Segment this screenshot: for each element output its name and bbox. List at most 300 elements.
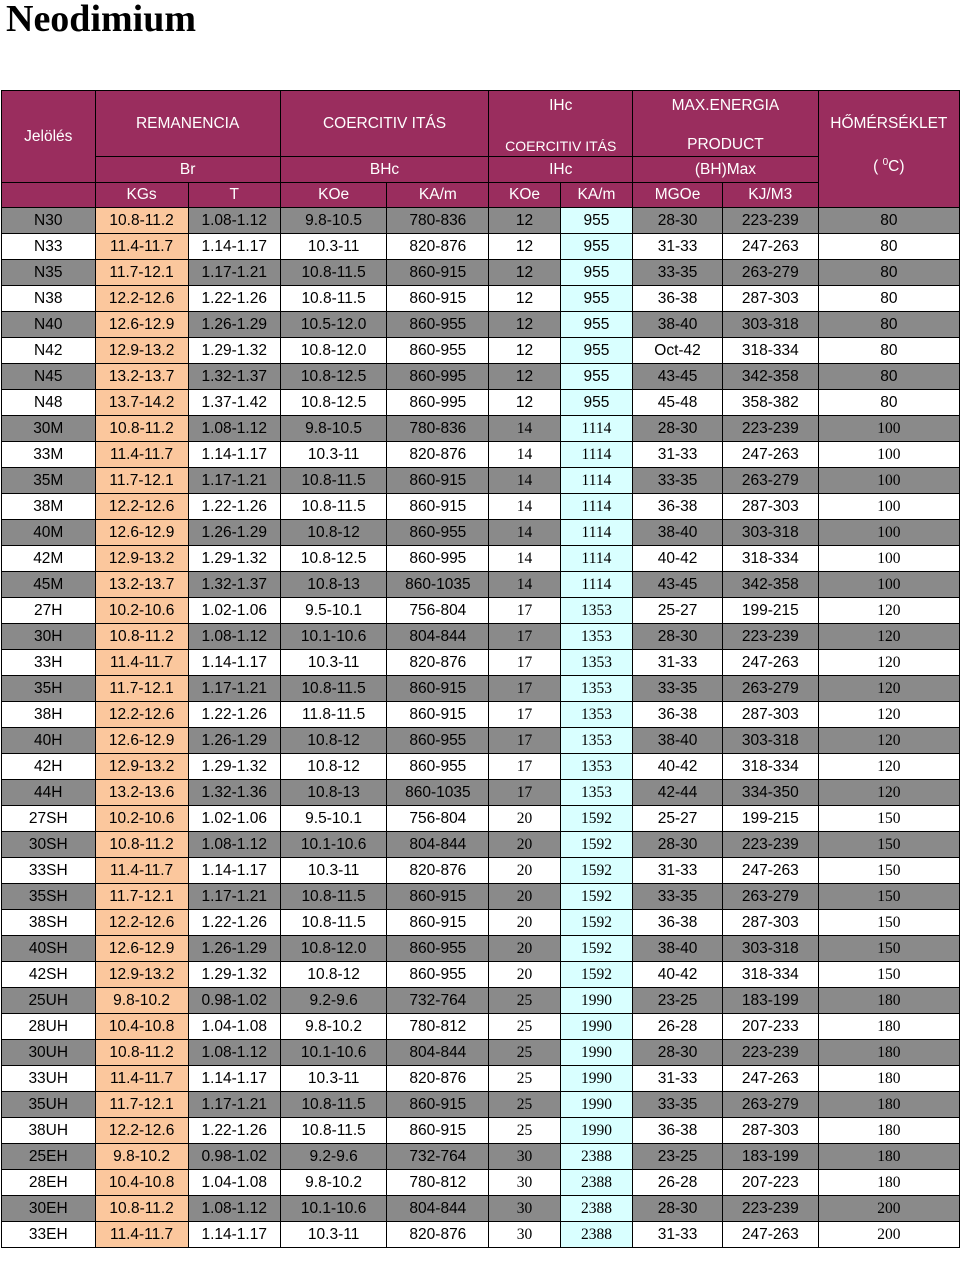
cell-br-t: 1.17-1.21 [188,884,280,910]
cell-temperature: 180 [818,1014,959,1040]
cell-bhmax-mgoe: 28-30 [633,416,723,442]
cell-br-t: 1.08-1.12 [188,1040,280,1066]
table-row [2,650,960,676]
cell-grade: 38UH [2,1118,96,1144]
cell-grade: N35 [2,260,96,286]
cell-bhc-koe: 10.3-11 [280,858,387,884]
cell-grade: N33 [2,234,96,260]
table-row [2,208,960,234]
cell-ihc-koe: 25 [489,1066,560,1092]
cell-ihc-koe: 12 [489,390,560,416]
cell-temperature: 180 [818,988,959,1014]
cell-temperature: 150 [818,910,959,936]
cell-bhc-koe: 10.8-12.5 [280,546,387,572]
cell-ihc-kam: 1114 [560,520,633,546]
cell-bhc-koe: 10.8-12 [280,728,387,754]
cell-ihc-kam: 2388 [560,1196,633,1222]
header-remanencia: REMANENCIA [95,91,280,157]
table-row [2,780,960,806]
header-unit-kjm3: KJ/M3 [722,183,818,208]
cell-ihc-kam: 1592 [560,806,633,832]
cell-grade: 40SH [2,936,96,962]
cell-bhc-koe: 10.1-10.6 [280,624,387,650]
cell-bhc-koe: 10.8-13 [280,780,387,806]
table-row [2,234,960,260]
cell-bhc-koe: 10.8-11.5 [280,286,387,312]
cell-br-kgs: 12.9-13.2 [95,546,188,572]
table-row [2,936,960,962]
cell-ihc-koe: 20 [489,858,560,884]
cell-br-t: 1.02-1.06 [188,598,280,624]
cell-ihc-koe: 30 [489,1222,560,1248]
cell-br-t: 1.17-1.21 [188,1092,280,1118]
cell-br-kgs: 10.8-11.2 [95,832,188,858]
cell-temperature: 100 [818,520,959,546]
cell-br-kgs: 10.4-10.8 [95,1014,188,1040]
cell-ihc-kam: 1592 [560,910,633,936]
cell-bhmax-mgoe: 28-30 [633,624,723,650]
header-ihc: IHc [489,157,633,183]
cell-temperature: 120 [818,650,959,676]
cell-ihc-kam: 955 [560,286,633,312]
table-row [2,1144,960,1170]
header-unit-kgs: KGs [95,183,188,208]
cell-br-kgs: 10.8-11.2 [95,1040,188,1066]
cell-br-kgs: 13.2-13.7 [95,572,188,598]
cell-bhmax-mgoe: 38-40 [633,520,723,546]
cell-temperature: 80 [818,286,959,312]
cell-br-t: 1.32-1.36 [188,780,280,806]
header-unit-koe-ihc: KOe [489,183,560,208]
cell-bhmax-kjm3: 303-318 [722,312,818,338]
cell-bhmax-mgoe: 31-33 [633,234,723,260]
cell-bhc-kam: 820-876 [387,650,489,676]
cell-bhc-koe: 10.3-11 [280,1222,387,1248]
cell-bhc-kam: 804-844 [387,1196,489,1222]
cell-ihc-kam: 1353 [560,780,633,806]
cell-bhc-kam: 820-876 [387,1066,489,1092]
cell-ihc-kam: 1353 [560,650,633,676]
cell-bhmax-kjm3: 263-279 [722,1092,818,1118]
cell-ihc-kam: 1114 [560,572,633,598]
cell-bhc-kam: 756-804 [387,598,489,624]
table-row [2,312,960,338]
cell-ihc-kam: 1114 [560,494,633,520]
cell-grade: 30EH [2,1196,96,1222]
cell-bhc-kam: 780-836 [387,208,489,234]
header-bhmax: (BH)Max [633,157,818,183]
cell-bhc-koe: 10.1-10.6 [280,1040,387,1066]
cell-grade: N48 [2,390,96,416]
cell-br-kgs: 10.8-11.2 [95,624,188,650]
cell-temperature: 180 [818,1170,959,1196]
cell-ihc-koe: 20 [489,884,560,910]
cell-temperature: 200 [818,1222,959,1248]
cell-bhc-koe: 10.8-12.5 [280,364,387,390]
cell-bhmax-kjm3: 342-358 [722,364,818,390]
cell-br-t: 1.32-1.37 [188,364,280,390]
cell-bhc-kam: 804-844 [387,832,489,858]
cell-bhc-kam: 732-764 [387,1144,489,1170]
cell-bhmax-kjm3: 199-215 [722,598,818,624]
cell-ihc-koe: 12 [489,364,560,390]
cell-bhmax-mgoe: 36-38 [633,286,723,312]
cell-br-kgs: 9.8-10.2 [95,988,188,1014]
cell-ihc-kam: 1990 [560,1092,633,1118]
table-body [2,208,960,1248]
cell-br-t: 1.14-1.17 [188,1222,280,1248]
cell-br-kgs: 9.8-10.2 [95,1144,188,1170]
cell-ihc-koe: 14 [489,546,560,572]
cell-temperature: 150 [818,858,959,884]
cell-bhmax-mgoe: 31-33 [633,650,723,676]
cell-bhmax-mgoe: 36-38 [633,1118,723,1144]
cell-bhmax-kjm3: 223-239 [722,832,818,858]
cell-bhmax-kjm3: 247-263 [722,1222,818,1248]
table-row [2,728,960,754]
cell-bhc-kam: 860-915 [387,260,489,286]
table-row [2,468,960,494]
cell-bhmax-kjm3: 342-358 [722,572,818,598]
cell-bhc-kam: 860-955 [387,728,489,754]
table-row [2,624,960,650]
cell-bhmax-mgoe: 28-30 [633,1040,723,1066]
cell-br-t: 1.26-1.29 [188,312,280,338]
cell-bhc-koe: 10.8-11.5 [280,1092,387,1118]
cell-bhc-kam: 820-876 [387,442,489,468]
cell-br-t: 1.29-1.32 [188,546,280,572]
cell-bhmax-mgoe: 33-35 [633,676,723,702]
table-row [2,1066,960,1092]
cell-ihc-koe: 20 [489,832,560,858]
cell-ihc-koe: 17 [489,780,560,806]
header-bhc: BHc [280,157,489,183]
cell-grade: 33SH [2,858,96,884]
table-row [2,702,960,728]
table-row [2,1014,960,1040]
cell-bhc-kam: 860-915 [387,702,489,728]
cell-bhmax-mgoe: 33-35 [633,468,723,494]
cell-ihc-kam: 1353 [560,598,633,624]
cell-br-t: 1.14-1.17 [188,234,280,260]
cell-grade: 35SH [2,884,96,910]
cell-bhmax-mgoe: 40-42 [633,546,723,572]
cell-ihc-koe: 20 [489,806,560,832]
cell-ihc-koe: 14 [489,572,560,598]
cell-ihc-koe: 20 [489,910,560,936]
cell-bhmax-kjm3: 207-223 [722,1170,818,1196]
cell-bhc-kam: 860-955 [387,312,489,338]
cell-bhmax-mgoe: 38-40 [633,936,723,962]
cell-ihc-koe: 12 [489,260,560,286]
cell-bhc-koe: 10.3-11 [280,234,387,260]
table-row [2,1118,960,1144]
cell-bhmax-kjm3: 223-239 [722,416,818,442]
cell-br-kgs: 12.6-12.9 [95,312,188,338]
cell-temperature: 180 [818,1066,959,1092]
cell-bhmax-mgoe: 23-25 [633,1144,723,1170]
cell-br-t: 1.17-1.21 [188,468,280,494]
neodymium-grade-table [1,90,960,1248]
cell-ihc-kam: 1114 [560,416,633,442]
cell-br-kgs: 10.8-11.2 [95,416,188,442]
cell-bhc-kam: 860-995 [387,546,489,572]
cell-bhc-koe: 9.8-10.5 [280,208,387,234]
cell-bhmax-kjm3: 303-318 [722,728,818,754]
cell-bhc-kam: 860-915 [387,910,489,936]
cell-br-t: 1.08-1.12 [188,624,280,650]
cell-ihc-koe: 25 [489,1014,560,1040]
cell-br-t: 1.08-1.12 [188,208,280,234]
cell-grade: 38H [2,702,96,728]
cell-bhmax-mgoe: 26-28 [633,1170,723,1196]
table-row [2,754,960,780]
cell-temperature: 80 [818,364,959,390]
cell-temperature: 120 [818,702,959,728]
cell-bhc-kam: 804-844 [387,1040,489,1066]
cell-ihc-koe: 14 [489,468,560,494]
cell-ihc-koe: 14 [489,416,560,442]
cell-bhmax-kjm3: 207-233 [722,1014,818,1040]
cell-grade: 33M [2,442,96,468]
cell-bhc-koe: 10.8-12 [280,754,387,780]
cell-bhc-kam: 860-955 [387,520,489,546]
cell-bhmax-kjm3: 247-263 [722,234,818,260]
cell-bhc-koe: 10.1-10.6 [280,1196,387,1222]
cell-bhc-kam: 860-995 [387,364,489,390]
table-row [2,260,960,286]
cell-br-kgs: 12.9-13.2 [95,338,188,364]
cell-ihc-kam: 1592 [560,936,633,962]
cell-bhmax-kjm3: 318-334 [722,338,818,364]
cell-bhc-kam: 860-915 [387,1118,489,1144]
cell-bhmax-mgoe: 38-40 [633,312,723,338]
cell-bhc-koe: 9.8-10.5 [280,416,387,442]
cell-temperature: 120 [818,780,959,806]
cell-br-kgs: 12.2-12.6 [95,286,188,312]
cell-temperature: 180 [818,1092,959,1118]
cell-grade: 33EH [2,1222,96,1248]
cell-ihc-koe: 20 [489,936,560,962]
cell-ihc-koe: 17 [489,754,560,780]
cell-bhc-koe: 10.8-11.5 [280,468,387,494]
cell-bhmax-mgoe: 38-40 [633,728,723,754]
cell-br-t: 0.98-1.02 [188,988,280,1014]
cell-br-kgs: 13.7-14.2 [95,390,188,416]
cell-temperature: 100 [818,416,959,442]
cell-ihc-koe: 12 [489,234,560,260]
cell-ihc-kam: 955 [560,260,633,286]
cell-bhc-koe: 10.8-12 [280,962,387,988]
cell-grade: 45M [2,572,96,598]
table-row [2,390,960,416]
cell-ihc-koe: 17 [489,676,560,702]
cell-ihc-kam: 1990 [560,1118,633,1144]
cell-bhmax-mgoe: 23-25 [633,988,723,1014]
cell-grade: 40M [2,520,96,546]
cell-br-t: 1.08-1.12 [188,1196,280,1222]
cell-ihc-koe: 17 [489,624,560,650]
cell-bhmax-kjm3: 223-239 [722,1040,818,1066]
cell-bhmax-kjm3: 247-263 [722,858,818,884]
cell-bhc-koe: 9.5-10.1 [280,598,387,624]
cell-bhmax-kjm3: 263-279 [722,260,818,286]
cell-grade: 40H [2,728,96,754]
cell-bhc-koe: 11.8-11.5 [280,702,387,728]
cell-bhc-kam: 756-804 [387,806,489,832]
cell-grade: N38 [2,286,96,312]
cell-temperature: 80 [818,208,959,234]
header-jeloles-blank [2,183,96,208]
header-product: PRODUCT [633,117,818,157]
table-row [2,338,960,364]
cell-ihc-kam: 955 [560,364,633,390]
cell-grade: 33H [2,650,96,676]
cell-br-t: 1.14-1.17 [188,1066,280,1092]
cell-bhc-koe: 10.8-11.5 [280,494,387,520]
cell-br-t: 1.17-1.21 [188,260,280,286]
header-br: Br [95,157,280,183]
table-row [2,676,960,702]
cell-grade: 28EH [2,1170,96,1196]
header-unit-t: T [188,183,280,208]
cell-bhmax-kjm3: 287-303 [722,286,818,312]
cell-br-t: 1.14-1.17 [188,650,280,676]
cell-br-t: 1.08-1.12 [188,416,280,442]
cell-temperature: 80 [818,234,959,260]
cell-bhmax-mgoe: 25-27 [633,806,723,832]
cell-bhmax-kjm3: 318-334 [722,962,818,988]
cell-bhc-koe: 10.8-11.5 [280,1118,387,1144]
cell-bhc-koe: 10.8-11.5 [280,676,387,702]
page-title: Neodimium [6,0,196,40]
table-row [2,572,960,598]
cell-br-kgs: 10.2-10.6 [95,598,188,624]
cell-grade: 35H [2,676,96,702]
cell-bhmax-kjm3: 358-382 [722,390,818,416]
cell-bhc-kam: 860-915 [387,286,489,312]
cell-ihc-kam: 1990 [560,988,633,1014]
cell-bhc-koe: 10.8-11.5 [280,910,387,936]
cell-bhc-koe: 10.8-12.0 [280,338,387,364]
cell-temperature: 120 [818,728,959,754]
table-row [2,1092,960,1118]
table-row [2,286,960,312]
cell-temperature: 100 [818,468,959,494]
cell-grade: 35UH [2,1092,96,1118]
table-row [2,494,960,520]
cell-grade: N40 [2,312,96,338]
cell-ihc-kam: 1990 [560,1040,633,1066]
cell-temperature: 100 [818,442,959,468]
header-homerseklet-unit: ( $^0$C) [818,157,959,208]
cell-grade: N30 [2,208,96,234]
cell-bhc-koe: 9.5-10.1 [280,806,387,832]
cell-bhmax-mgoe: 31-33 [633,1222,723,1248]
cell-br-t: 1.22-1.26 [188,1118,280,1144]
cell-grade: 25EH [2,1144,96,1170]
cell-bhc-kam: 860-915 [387,468,489,494]
cell-bhmax-mgoe: 43-45 [633,572,723,598]
cell-temperature: 100 [818,546,959,572]
cell-grade: 28UH [2,1014,96,1040]
cell-temperature: 150 [818,936,959,962]
cell-grade: 27H [2,598,96,624]
cell-br-kgs: 10.2-10.6 [95,806,188,832]
cell-br-kgs: 12.2-12.6 [95,910,188,936]
cell-grade: 30H [2,624,96,650]
cell-bhmax-mgoe: 28-30 [633,1196,723,1222]
header-coercitivitas: COERCITIV ITÁS [280,91,489,157]
cell-bhmax-mgoe: 40-42 [633,962,723,988]
cell-temperature: 150 [818,806,959,832]
cell-bhmax-mgoe: 26-28 [633,1014,723,1040]
cell-ihc-koe: 14 [489,520,560,546]
header-unit-kam: KA/m [387,183,489,208]
table-row [2,1196,960,1222]
header-unit-koe: KOe [280,183,387,208]
cell-ihc-kam: 1990 [560,1066,633,1092]
header-coercitivitas-ihc: COERCITIV ITÁS [489,117,633,157]
cell-br-kgs: 11.4-11.7 [95,234,188,260]
cell-bhmax-mgoe: 33-35 [633,1092,723,1118]
cell-br-kgs: 11.7-12.1 [95,676,188,702]
cell-bhc-kam: 780-812 [387,1170,489,1196]
cell-bhc-kam: 732-764 [387,988,489,1014]
table-row [2,832,960,858]
cell-ihc-kam: 1114 [560,468,633,494]
cell-bhc-koe: 9.2-9.6 [280,1144,387,1170]
cell-bhmax-kjm3: 223-239 [722,624,818,650]
cell-bhmax-kjm3: 287-303 [722,702,818,728]
cell-br-kgs: 12.2-12.6 [95,494,188,520]
cell-bhmax-mgoe: 40-42 [633,754,723,780]
cell-br-kgs: 12.6-12.9 [95,520,188,546]
cell-ihc-koe: 30 [489,1144,560,1170]
cell-ihc-kam: 1114 [560,546,633,572]
cell-bhmax-kjm3: 303-318 [722,520,818,546]
table-row [2,910,960,936]
cell-grade: 42SH [2,962,96,988]
header-max-energia: MAX.ENERGIA [633,91,818,117]
table-row [2,1222,960,1248]
cell-temperature: 180 [818,1040,959,1066]
cell-grade: 30M [2,416,96,442]
cell-br-t: 1.02-1.06 [188,806,280,832]
table-row [2,520,960,546]
cell-ihc-koe: 30 [489,1170,560,1196]
cell-bhc-koe: 10.3-11 [280,442,387,468]
cell-bhc-kam: 860-915 [387,494,489,520]
cell-br-t: 1.22-1.26 [188,702,280,728]
cell-bhmax-mgoe: 33-35 [633,260,723,286]
cell-bhc-kam: 860-915 [387,884,489,910]
cell-br-kgs: 10.4-10.8 [95,1170,188,1196]
cell-grade: 35M [2,468,96,494]
cell-temperature: 120 [818,676,959,702]
cell-ihc-kam: 1353 [560,702,633,728]
cell-bhmax-kjm3: 223-239 [722,208,818,234]
cell-br-t: 1.17-1.21 [188,676,280,702]
cell-br-t: 1.22-1.26 [188,286,280,312]
cell-ihc-kam: 1592 [560,962,633,988]
cell-bhc-kam: 860-955 [387,936,489,962]
cell-ihc-kam: 1353 [560,624,633,650]
cell-ihc-kam: 2388 [560,1222,633,1248]
cell-br-t: 1.14-1.17 [188,442,280,468]
cell-temperature: 180 [818,1144,959,1170]
cell-br-t: 1.04-1.08 [188,1170,280,1196]
